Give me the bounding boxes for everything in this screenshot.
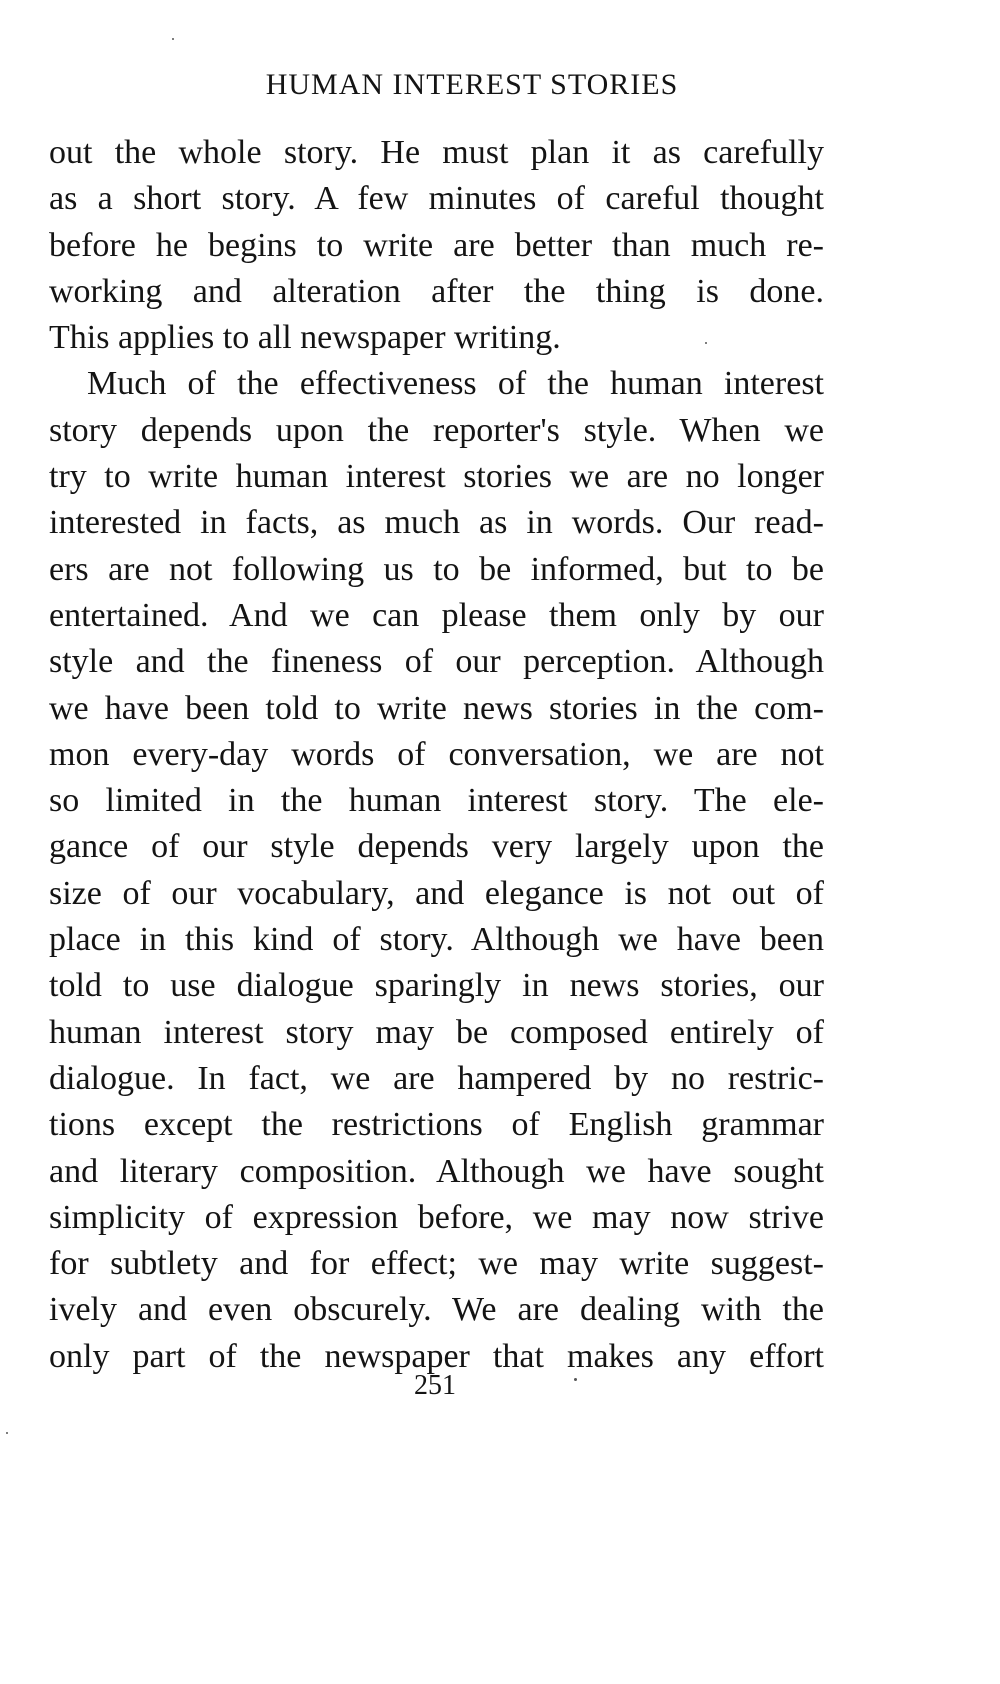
- text-line: place in this kind of story. Although we have been: [49, 921, 824, 959]
- text-line: style and the fineness of our perception. Although: [49, 643, 824, 681]
- text-line: out the whole story. He must plan it as carefully: [49, 134, 824, 171]
- text-line: ers are not following us to be informed, but to be: [49, 550, 824, 588]
- text-line: simplicity of expression before, we may now strive: [49, 1198, 824, 1236]
- text-line: only part of the newspaper that makes any effort: [49, 1337, 824, 1375]
- text-line: gance of our style depends very largely upon the: [49, 828, 824, 866]
- text-line: This applies to all newspaper writing.: [49, 319, 561, 357]
- paragraph-start-line: Much of the effectiveness of the human interest: [87, 365, 824, 403]
- text-line: we have been told to write news stories in the com-: [49, 689, 824, 727]
- text-line: human interest story may be composed entirely of: [49, 1013, 824, 1051]
- body-text: [49, 130, 824, 1380]
- text-line: entertained. And we can please them only by our: [49, 596, 824, 634]
- scan-speck: [574, 1378, 577, 1381]
- text-line: as a short story. A few minutes of careful thought: [49, 180, 824, 218]
- scan-speck: [6, 1432, 8, 1434]
- page-number: 251: [414, 1370, 456, 1401]
- scan-speck: [705, 342, 707, 344]
- text-line: working and alteration after the thing is done.: [49, 272, 824, 310]
- text-line: tions except the restrictions of English grammar: [49, 1106, 824, 1144]
- text-line: try to write human interest stories we are no longer: [49, 458, 824, 496]
- text-line: interested in facts, as much as in words. Our read-: [49, 504, 824, 542]
- running-head: HUMAN INTEREST STORIES: [265, 68, 679, 101]
- scan-speck: [172, 38, 174, 40]
- text-line: ively and even obscurely. We are dealing with the: [49, 1291, 824, 1329]
- text-line: told to use dialogue sparingly in news stories, our: [49, 967, 824, 1005]
- text-line: for subtlety and for effect; we may write suggest-: [49, 1245, 824, 1283]
- text-line: size of our vocabulary, and elegance is not out of: [49, 874, 824, 912]
- text-line: dialogue. In fact, we are hampered by no restric-: [49, 1059, 824, 1097]
- text-line: story depends upon the reporter's style. When we: [49, 411, 824, 449]
- text-line: before he begins to write are better than much re-: [49, 226, 824, 264]
- text-line: so limited in the human interest story. The ele-: [49, 782, 824, 820]
- text-line: mon every-day words of conversation, we are not: [49, 735, 824, 773]
- text-line: and literary composition. Although we have sought: [49, 1152, 824, 1190]
